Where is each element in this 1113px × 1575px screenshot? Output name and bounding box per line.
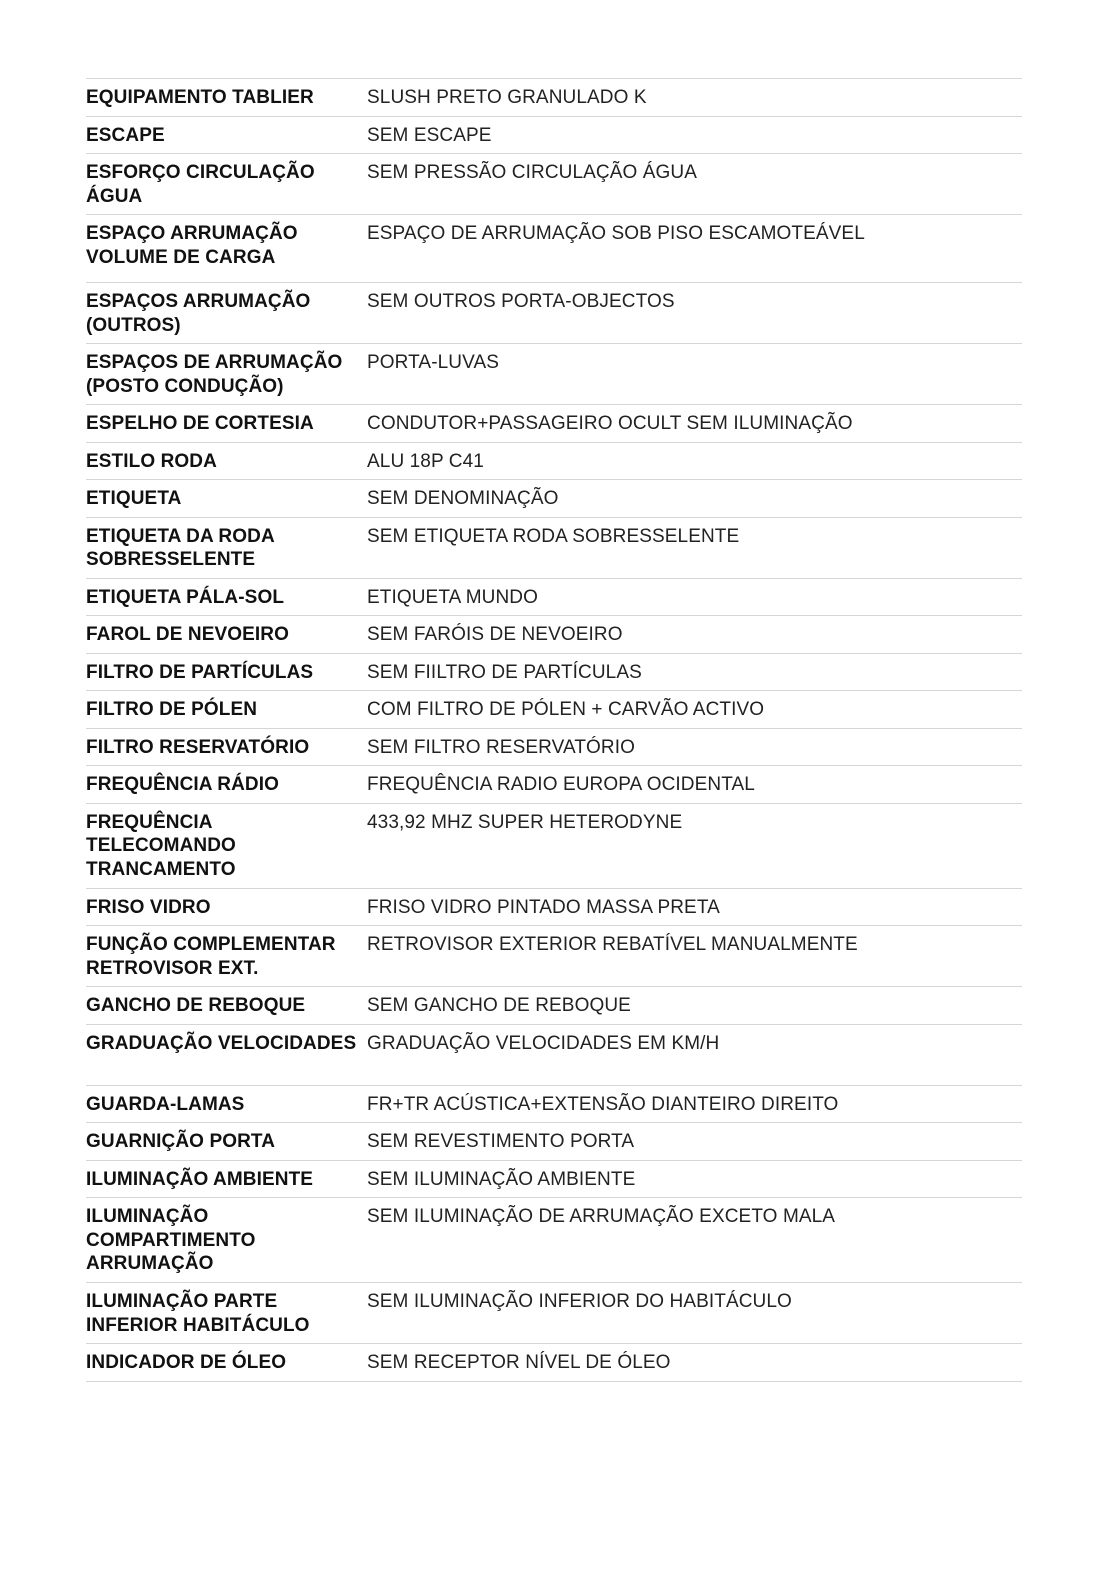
spec-value: SEM ESCAPE (367, 124, 492, 146)
spec-label: ETIQUETA DA RODA SOBRESSELENTE (86, 525, 275, 570)
spec-label: ESFORÇO CIRCULAÇÃO ÁGUA (86, 162, 315, 207)
spec-value: SEM GANCHO DE REBOQUE (367, 995, 631, 1016)
spec-value: FREQUÊNCIA RADIO EUROPA OCIDENTAL (367, 774, 755, 795)
spec-value: SEM ETIQUETA RODA SOBRESSELENTE (367, 525, 740, 547)
spec-label: GANCHO DE REBOQUE (86, 995, 306, 1016)
spec-label: FILTRO DE PÓLEN (86, 699, 258, 720)
spec-value: FR+TR ACÚSTICA+EXTENSÃO DIANTEIRO DIREITO (367, 1093, 839, 1115)
table-row (86, 987, 1022, 1025)
spec-value: RETROVISOR EXTERIOR REBATÍVEL MANUALMENTE (367, 934, 858, 955)
spec-value: 433,92 MHZ SUPER HETERODYNE (367, 811, 683, 833)
spec-label: ILUMINAÇÃO AMBIENTE (86, 1168, 314, 1190)
spec-label: ESCAPE (86, 124, 165, 146)
table-row (86, 518, 1022, 579)
table-row (86, 283, 1022, 344)
spec-value: SEM FARÓIS DE NEVOEIRO (367, 624, 623, 645)
table-row (86, 443, 1022, 481)
spec-value: SEM DENOMINAÇÃO (367, 488, 559, 509)
table-row (86, 79, 1022, 117)
table-row (86, 1161, 1022, 1199)
spec-label: GUARDA-LAMAS (86, 1093, 245, 1115)
table-row (86, 117, 1022, 155)
table-row (86, 926, 1022, 987)
table-row (86, 616, 1022, 654)
spec-value: SEM ILUMINAÇÃO INFERIOR DO HABITÁCULO (367, 1291, 792, 1312)
table-row (86, 1344, 1022, 1382)
spec-label: ILUMINAÇÃO COMPARTIMENTO ARRUMAÇÃO (86, 1206, 256, 1274)
spec-label: FILTRO RESERVATÓRIO (86, 736, 310, 758)
spec-label: ESPAÇO ARRUMAÇÃO VOLUME DE CARGA (86, 223, 298, 268)
spec-label: INDICADOR DE ÓLEO (86, 1352, 287, 1373)
spec-value: SLUSH PRETO GRANULADO K (367, 87, 647, 108)
spec-label: ESPELHO DE CORTESIA (86, 413, 314, 434)
spec-label: ESTILO RODA (86, 450, 217, 472)
table-row (86, 1198, 1022, 1283)
spec-label: FILTRO DE PARTÍCULAS (86, 661, 314, 683)
table-row (86, 729, 1022, 767)
spec-value: SEM FIILTRO DE PARTÍCULAS (367, 661, 642, 683)
spec-value: ETIQUETA MUNDO (367, 586, 538, 608)
table-row (86, 766, 1022, 804)
table-row (86, 1025, 1022, 1086)
spec-label: EQUIPAMENTO TABLIER (86, 87, 314, 108)
spec-label: ETIQUETA PÁLA-SOL (86, 586, 285, 608)
table-row (86, 654, 1022, 692)
table-row (86, 691, 1022, 729)
table-row (86, 215, 1022, 283)
table-row (86, 344, 1022, 405)
spec-value: FRISO VIDRO PINTADO MASSA PRETA (367, 896, 720, 918)
spec-value: ALU 18P C41 (367, 450, 484, 472)
table-row (86, 1123, 1022, 1161)
table-row (86, 579, 1022, 617)
spec-value: SEM RECEPTOR NÍVEL DE ÓLEO (367, 1352, 671, 1373)
table-row (86, 889, 1022, 927)
table-row (86, 1283, 1022, 1344)
spec-value: SEM REVESTIMENTO PORTA (367, 1131, 635, 1152)
spec-label: ILUMINAÇÃO PARTE INFERIOR HABITÁCULO (86, 1291, 310, 1336)
spec-value: COM FILTRO DE PÓLEN + CARVÃO ACTIVO (367, 699, 765, 720)
spec-label: FREQUÊNCIA RÁDIO (86, 774, 280, 795)
table-row (86, 1086, 1022, 1124)
spec-label: ESPAÇOS ARRUMAÇÃO (OUTROS) (86, 291, 311, 336)
spec-value: ESPAÇO DE ARRUMAÇÃO SOB PISO ESCAMOTEÁVEL (367, 223, 865, 244)
spec-label: FREQUÊNCIA TELECOMANDO TRANCAMENTO (86, 811, 236, 880)
spec-label: GUARNIÇÃO PORTA (86, 1131, 276, 1152)
spec-label: FRISO VIDRO (86, 896, 211, 918)
table-row (86, 154, 1022, 215)
spec-label: FUNÇÃO COMPLEMENTAR RETROVISOR EXT. (86, 934, 336, 979)
spec-value: SEM OUTROS PORTA-OBJECTOS (367, 291, 675, 312)
spec-value: SEM PRESSÃO CIRCULAÇÃO ÁGUA (367, 162, 697, 183)
spec-label: FAROL DE NEVOEIRO (86, 624, 289, 645)
table-row (86, 405, 1022, 443)
table-row (86, 480, 1022, 518)
spec-value: SEM ILUMINAÇÃO AMBIENTE (367, 1168, 636, 1190)
spec-label: ESPAÇOS DE ARRUMAÇÃO (POSTO CONDUÇÃO) (86, 352, 343, 397)
spec-value: GRADUAÇÃO VELOCIDADES EM KM/H (367, 1032, 720, 1054)
spec-value: CONDUTOR+PASSAGEIRO OCULT SEM ILUMINAÇÃO (367, 413, 853, 434)
table-row (86, 804, 1022, 889)
spec-value: PORTA-LUVAS (367, 352, 500, 373)
spec-value: SEM FILTRO RESERVATÓRIO (367, 736, 635, 758)
spec-table (86, 78, 1022, 1382)
spec-value: SEM ILUMINAÇÃO DE ARRUMAÇÃO EXCETO MALA (367, 1206, 836, 1227)
spec-label: ETIQUETA (86, 488, 182, 509)
spec-label: GRADUAÇÃO VELOCIDADES (86, 1032, 357, 1054)
